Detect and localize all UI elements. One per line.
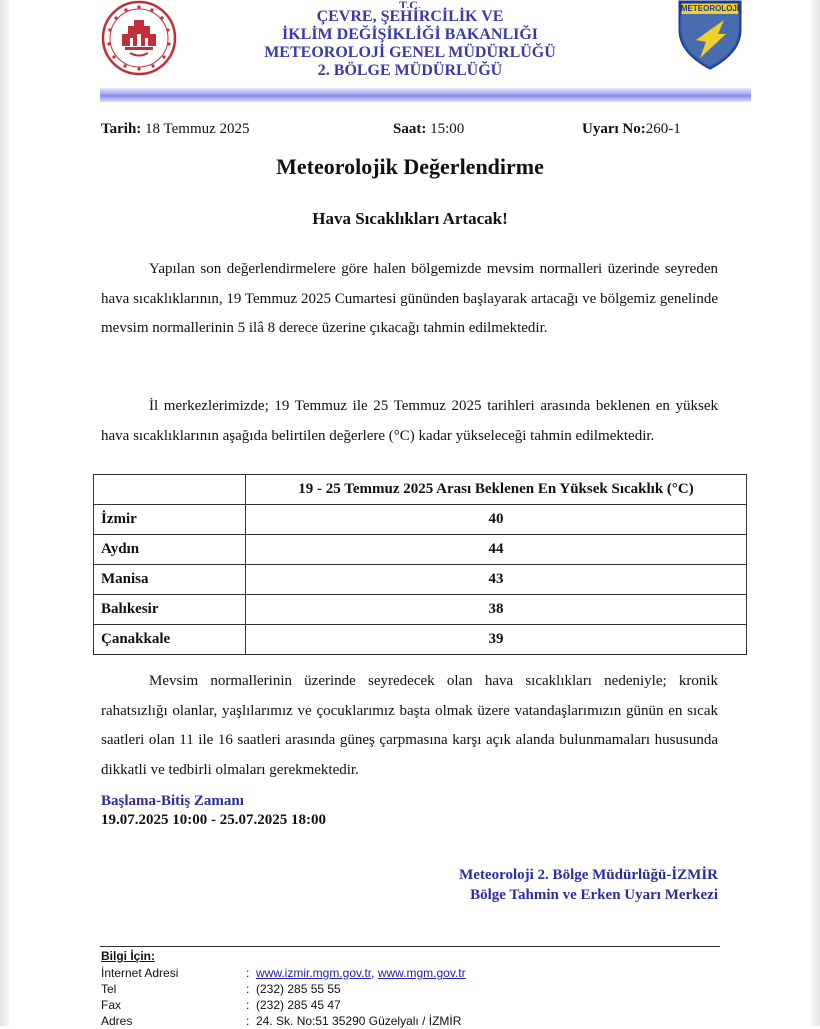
period-label: Başlama-Bitiş Zamanı [101, 793, 244, 809]
temperature-table [93, 474, 747, 655]
fax-value: (232) 285 45 47 [256, 998, 341, 1012]
temperature-cell: 43 [246, 565, 747, 595]
temperature-cell: 40 [246, 505, 747, 535]
internet-label: İnternet Adresi [101, 966, 179, 980]
table-header: 19 - 25 Temmuz 2025 Arası Beklenen En Yüksek Sıcaklık (°C) [246, 475, 747, 505]
ministry-seal-logo [100, 0, 178, 76]
footer-divider [100, 946, 720, 947]
contact-title: Bilgi İçin: [101, 949, 155, 963]
fax-label: Fax [101, 998, 122, 1012]
contact-row-address [101, 1013, 721, 1029]
page-title: Meteorolojik Değerlendirme [276, 154, 544, 179]
contact-row-internet [101, 965, 721, 981]
paragraph-city-forecast: İl merkezlerimizde; 19 Temmuz ile 25 Temmuz 2025 tarihleri arasında beklenen en yüksek hava sıcaklıklarının aşağıda belirtilen değerlere (°C) kadar yükseleceği tahmin edilmektedir. [101, 398, 718, 444]
header-line-3: METEOROLOJİ GENEL MÜDÜRLÜĞÜ [264, 44, 556, 61]
table-row [94, 535, 747, 565]
separator: : [246, 982, 250, 996]
tel-label: Tel [101, 982, 117, 996]
city-cell: Aydın [94, 535, 246, 565]
regional-website-link[interactable]: www.izmir.mgm.gov.tr [256, 966, 372, 980]
paragraph-intro: Yapılan son değerlendirmelere göre halen bölgemizde mevsim normalleri üzerinde seyreden hava sıcaklıklarının, 19 Temmuz 2025 Cumartesi gününden başlayarak artacağı ve bölgemiz genelinde mevsim normallerinin 5 ilâ 8 derece üzerine çıkacağı tahmin edilmektedir. [101, 261, 718, 336]
contact-row-fax [101, 997, 721, 1013]
link-separator: , [371, 966, 375, 980]
address-value: 24. Sk. No:51 35290 Güzelyalı / İZMİR [256, 1014, 462, 1028]
time-label: Saat: [393, 121, 427, 137]
city-cell: Balıkesir [94, 595, 246, 625]
date-label: Tarih: [101, 121, 142, 137]
separator: : [246, 1014, 250, 1028]
temperature-cell: 38 [246, 595, 747, 625]
warning-value: 260-1 [645, 121, 681, 137]
contact-row-tel [101, 981, 721, 997]
city-cell: Manisa [94, 565, 246, 595]
temperature-cell: 44 [246, 535, 747, 565]
separator: : [246, 998, 250, 1012]
internet-value [256, 965, 466, 981]
date-value: 18 Temmuz 2025 [145, 121, 250, 137]
city-cell: İzmir [94, 505, 246, 535]
logo-label: METEOROLOJİ [680, 4, 740, 13]
header-line-4: 2. BÖLGE MÜDÜRLÜĞÜ [317, 62, 503, 79]
signature-center: Bölge Tahmin ve Erken Uyarı Merkezi [470, 887, 718, 903]
table-row [94, 625, 747, 655]
temperature-cell: 39 [246, 625, 747, 655]
meteoroloji-shield-logo [676, 0, 744, 70]
table-row [94, 565, 747, 595]
ministry-header-text [200, 0, 620, 80]
time-value: 15:00 [430, 121, 465, 137]
header-divider-bar [100, 88, 751, 102]
warning-label: Uyarı No: [582, 121, 646, 137]
table-row [94, 595, 747, 625]
table-header-row [94, 475, 747, 505]
header-line-1: ÇEVRE, ŞEHİRCİLİK VE [316, 8, 504, 25]
page-subtitle: Hava Sıcaklıkları Artacak! [312, 209, 508, 228]
paragraph-advisory: Mevsim normallerinin üzerinde seyredecek olan hava sıcaklıkları nedeniyle; kronik rahatsızlığı olanlar, yaşlılarımız ve çocuklarımız başta olmak üzere vatandaşlarımızın günün en sıcak saatleri olan 11 ile 16 saatleri arasında güneş çarpmasına karşı açık alanda bulunmamaları hususunda dikkatli ve tedbirli olmaları gerekmektedir. [101, 673, 718, 778]
address-label: Adres [101, 1014, 133, 1028]
table-corner-cell [94, 475, 246, 505]
header-line-2: İKLİM DEĞİŞİKLİĞİ BAKANLIĞI [281, 26, 539, 43]
city-cell: Çanakkale [94, 625, 246, 655]
tel-value: (232) 285 55 55 [256, 982, 341, 996]
table-row [94, 505, 747, 535]
date-field [101, 121, 250, 138]
time-field [393, 121, 464, 138]
separator: : [246, 966, 250, 980]
header-tc: T.C. [399, 0, 421, 8]
letterhead [0, 0, 820, 110]
signature-office: Meteoroloji 2. Bölge Müdürlüğü-İZMİR [459, 867, 718, 883]
national-website-link[interactable]: www.mgm.gov.tr [377, 966, 466, 980]
period-value: 19.07.2025 10:00 - 25.07.2025 18:00 [101, 812, 326, 828]
contact-info [101, 948, 721, 1029]
warning-number-field [582, 121, 681, 138]
